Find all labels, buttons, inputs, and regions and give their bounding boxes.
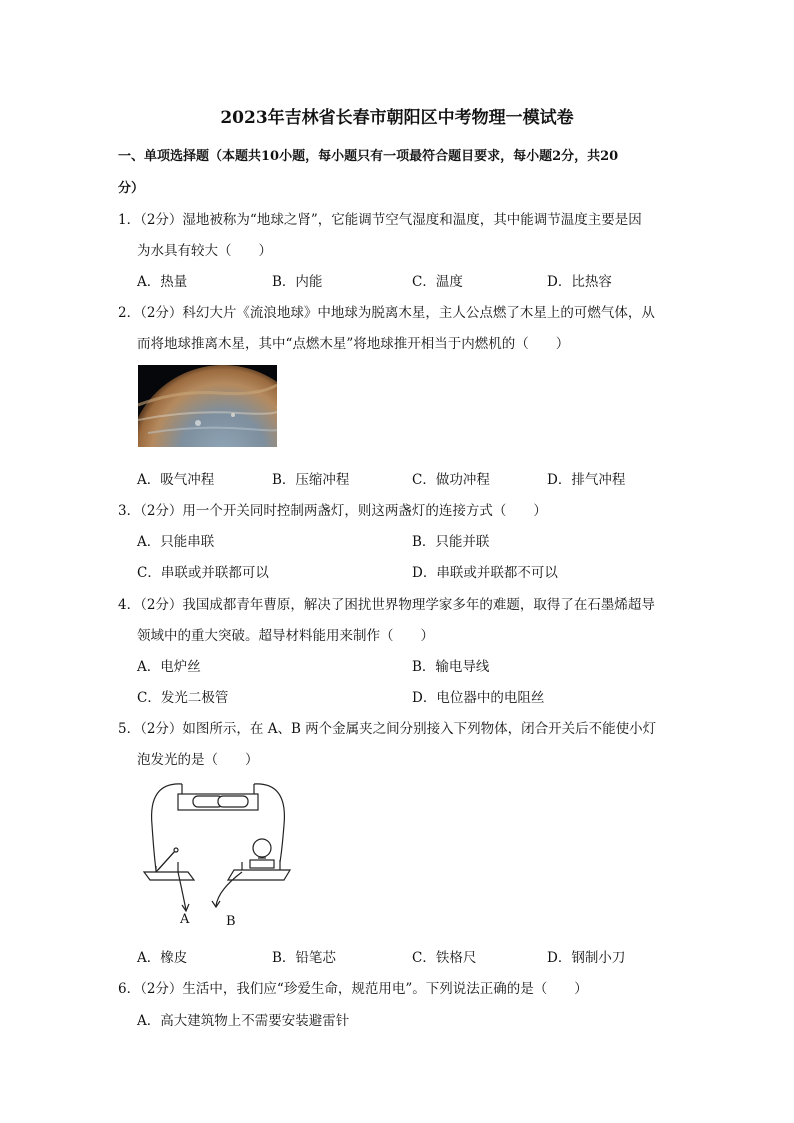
question-2-line1: 2．（2分）科幻大片《流浪地球》中地球为脱离木星，主人公点燃了木星上的可燃气体，从 [118,305,655,321]
question-3-line1: 3．（2分）用一个开关同时控制两盏灯，则这两盏灯的连接方式（ ） [118,503,547,519]
page-title: 2023年吉林省长春市朝阳区中考物理一模试卷 [220,108,574,128]
circuit-diagram [138,780,303,932]
q1-option-b[interactable]: B．内能 [272,274,323,290]
section-heading-line2: 分） [118,181,145,196]
q4-option-d[interactable]: D．电位器中的电阻丝 [412,690,545,706]
q2-option-c[interactable]: C．做功冲程 [412,472,490,488]
q5-option-b[interactable]: B．铅笔芯 [272,950,336,966]
q3-option-a[interactable]: A．只能串联 [137,534,215,550]
question-6-line1: 6．（2分）生活中，我们应“珍爱生命，规范用电”。下列说法正确的是（ ） [118,981,588,997]
question-5-line2: 泡发光的是（ ） [137,752,259,768]
q2-option-b[interactable]: B．压缩冲程 [272,472,350,488]
q4-option-c[interactable]: C．发光二极管 [137,690,229,706]
q5-option-a[interactable]: A．橡皮 [137,950,188,966]
q1-option-d[interactable]: D．比热容 [547,274,612,290]
q3-option-c[interactable]: C．串联或并联都可以 [137,565,269,581]
question-4-line1: 4．（2分）我国成都青年曹原，解决了困扰世界物理学家多年的难题，取得了在石墨烯超导 [118,597,655,613]
q5-option-c[interactable]: C．铁格尺 [412,950,477,966]
section-heading-line1: 一、单项选择题（本题共10小题，每小题只有一项最符合题目要求，每小题2分，共20 [118,149,619,164]
q6-option-a[interactable]: A．高大建筑物上不需要安装避雷针 [137,1013,350,1029]
label-a: A [180,912,190,927]
question-5-line1: 5．（2分）如图所示，在 A、B 两个金属夹之间分别接入下列物体，闭合开关后不能使小灯 [118,721,657,737]
question-4-line2: 领域中的重大突破。超导材料能用来制作（ ） [137,628,434,644]
q5-option-d[interactable]: D．钢制小刀 [547,950,626,966]
q3-option-b[interactable]: B．只能并联 [412,534,490,550]
question-1-line1: 1．（2分）湿地被称为“地球之肾”，它能调节空气湿度和温度，其中能调节温度主要是因 [118,212,642,228]
jupiter-image [138,365,277,447]
q1-option-c[interactable]: C．温度 [412,274,463,290]
label-b: B [226,914,236,929]
q4-option-a[interactable]: A．电炉丝 [137,659,201,675]
question-2-line2: 而将地球推离木星，其中“点燃木星”将地球推开相当于内燃机的（ ） [137,336,570,352]
q3-option-d[interactable]: D．串联或并联都不可以 [412,565,558,581]
q4-option-b[interactable]: B．输电导线 [412,659,490,675]
q2-option-a[interactable]: A．吸气冲程 [137,472,215,488]
question-1-line2: 为水具有较大（ ） [137,243,272,259]
q1-option-a[interactable]: A．热量 [137,274,188,290]
q2-option-d[interactable]: D．排气冲程 [547,472,626,488]
